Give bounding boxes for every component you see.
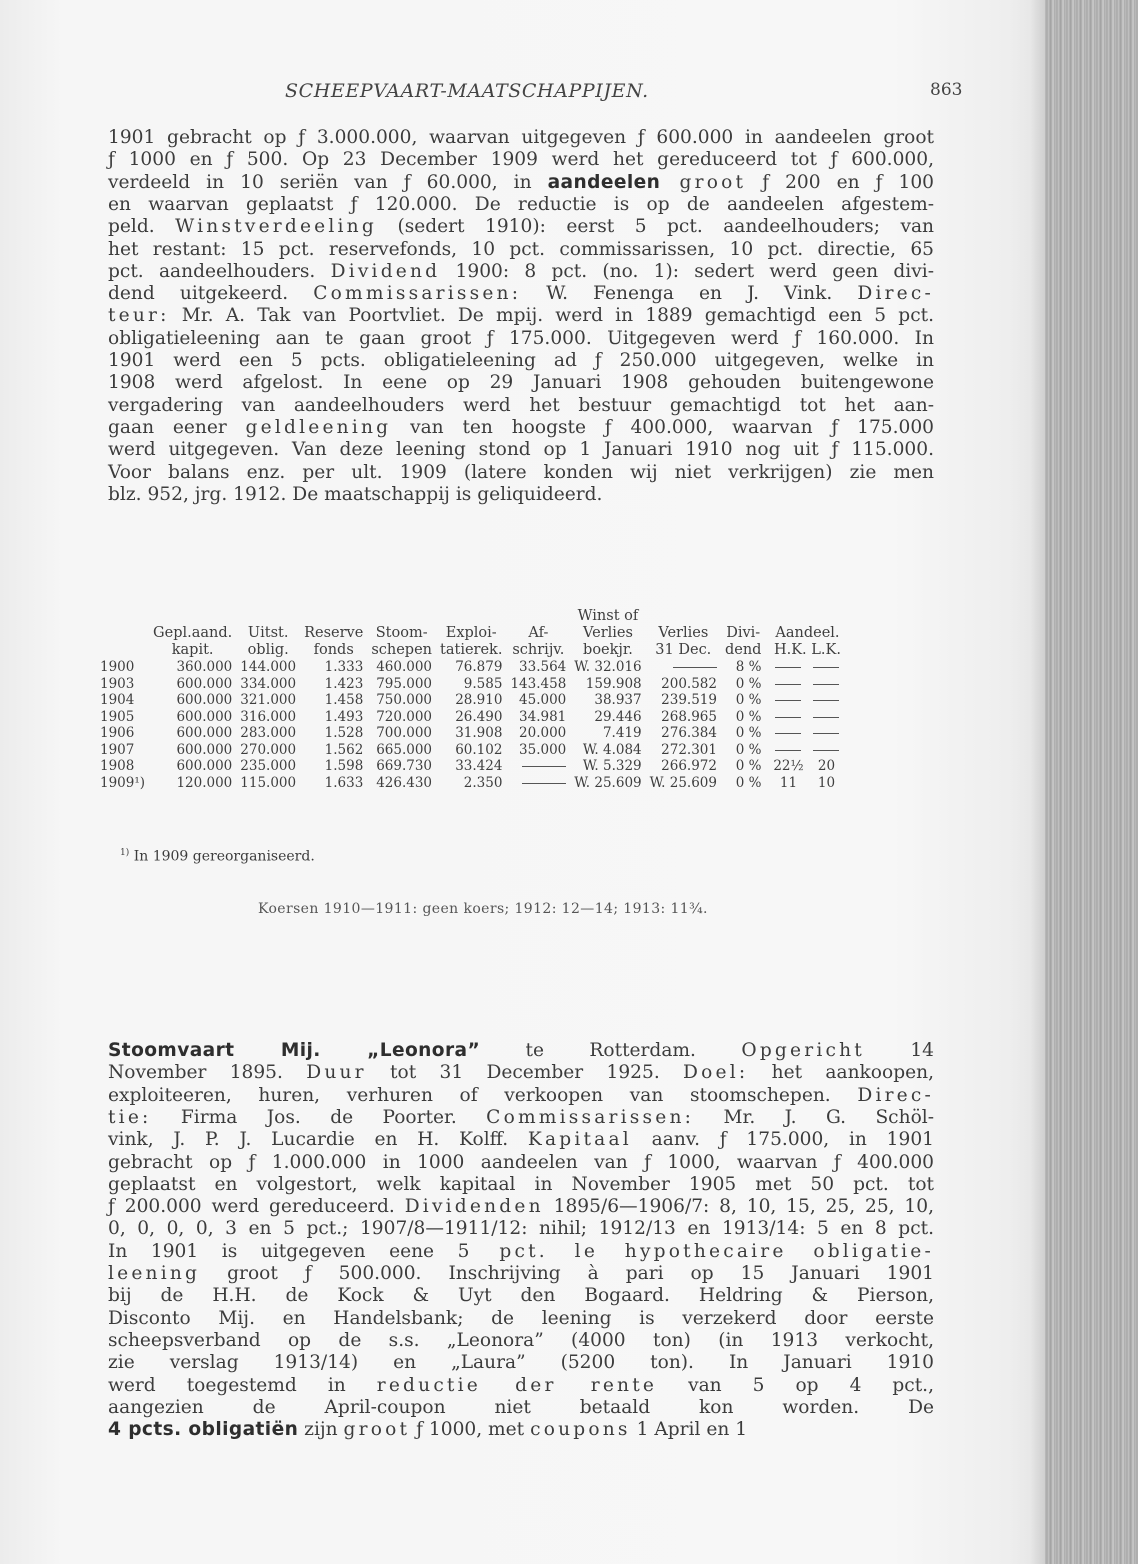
cell-exploit: 26.490 — [455, 708, 503, 725]
cell-hk — [769, 725, 807, 742]
spaced-keyword: reductie der rente — [376, 1374, 658, 1396]
spaced-keyword: Doel: — [683, 1062, 749, 1084]
text-run: gebracht op ƒ 1.000.000 in 1000 aandeelen van ƒ 1000, waarvan ƒ 400.000 — [108, 1151, 934, 1173]
cell-exploit: 9.585 — [463, 675, 503, 692]
spaced-keyword: Opgericht — [741, 1040, 865, 1061]
bold-heading: 4 pcts. obligatiën — [108, 1419, 299, 1441]
text-run: ƒ 1000, met — [410, 1419, 531, 1441]
text-run: werd toegestemd in — [108, 1374, 377, 1396]
cell-winst: W. 4.084 — [582, 741, 642, 758]
column-header — [300, 608, 367, 625]
text-line — [108, 1129, 934, 1151]
text-line — [108, 1352, 934, 1374]
cell-oblig: 283.000 — [240, 725, 297, 741]
cell-year: 1905 — [100, 708, 135, 725]
text-run: Disconto Mij. en Handelsbank; de leening is verzekerd door eerste — [108, 1307, 934, 1329]
text-line — [108, 1330, 934, 1352]
cell-winst: 29.446 — [594, 708, 642, 725]
page-stack-edge — [1045, 0, 1138, 1564]
text-line — [108, 1419, 934, 1441]
text-line — [108, 1263, 934, 1285]
cell-exploit: 28.910 — [455, 692, 503, 708]
column-header: Uitst. — [247, 625, 289, 641]
text-line — [108, 1062, 934, 1084]
text-line — [108, 350, 934, 372]
text-run: (sedert 1910): eerst 5 pct. aandeelhouders; van — [376, 216, 935, 238]
spaced-keyword: groot — [343, 1419, 411, 1441]
cell-exploit: 2.350 — [463, 774, 503, 791]
cell-aandeel — [765, 725, 849, 742]
cell-afschr: 34.981 — [519, 708, 567, 725]
text-run: W. Fenenga en J. Vink. — [521, 283, 858, 305]
financial-table — [100, 608, 849, 791]
cell-div: 0 % — [735, 758, 762, 774]
text-run: Mr. J. G. Schöl- — [694, 1106, 934, 1128]
text-line — [108, 283, 934, 305]
column-header — [100, 608, 149, 625]
cell-oblig: 235.000 — [240, 758, 297, 774]
table-row — [100, 742, 849, 759]
text-run: 1901 werd een 5 pcts. obligatieleening ad ƒ 250.000 uitgegeven, welke in — [108, 350, 934, 371]
text-line — [108, 372, 934, 394]
cell-verlies: 200.582 — [661, 675, 717, 692]
column-header: kapit. — [171, 642, 214, 658]
cell-verlies: 268.965 — [661, 708, 717, 725]
cell-kapit: 120.000 — [176, 774, 233, 791]
cell-schepen: 665.000 — [376, 741, 433, 758]
text-run: Voor balans enz. per ult. 1909 (latere konden wij niet verkrijgen) zie men — [108, 461, 934, 483]
cell-kapit: 600.000 — [176, 692, 233, 708]
cell-afschr: 143.458 — [510, 675, 567, 692]
cell-lk — [807, 692, 845, 709]
cell-year: 1900 — [100, 659, 135, 675]
cell-lk — [807, 742, 845, 759]
column-header — [100, 625, 149, 642]
text-run: exploiteeren, huren, verhuren of verkoopen van stoomschepen. — [108, 1084, 858, 1106]
cell-div: 0 % — [735, 774, 762, 791]
cell-exploit: 33.424 — [455, 758, 503, 774]
share-prices-line: Koersen 1910—1911: geen koers; 1912: 12—14; 1913: 11¾. — [258, 901, 708, 917]
column-header: Winst of — [577, 608, 639, 624]
text-line — [108, 149, 934, 171]
cell-aandeel — [765, 676, 849, 693]
cell-fonds: 1.633 — [324, 774, 364, 791]
text-run: tot 31 December 1925. — [366, 1062, 684, 1084]
cell-div: 0 % — [735, 725, 762, 741]
text-run: November 1895. — [108, 1062, 307, 1084]
text-run: vink, J. P. J. Lucardie en H. Kolff. — [108, 1129, 528, 1151]
column-header: schepen — [371, 642, 433, 658]
spaced-keyword: Direc- — [857, 1084, 934, 1106]
column-header: oblig. — [247, 642, 289, 658]
cell-div: 0 % — [735, 675, 762, 692]
cell-hk — [769, 659, 807, 676]
cell-div: 0 % — [735, 741, 762, 758]
cell-year: 1908 — [100, 758, 135, 774]
text-run: verdeeld in 10 seriën van ƒ 60.000, in — [108, 171, 548, 193]
text-run: In 1901 is uitgegeven eene — [108, 1240, 458, 1262]
column-header — [765, 608, 849, 625]
spaced-keyword: Winstverdeeling — [175, 216, 377, 238]
text-run: ƒ 200.000 werd gereduceerd. — [108, 1196, 405, 1218]
cell-hk — [769, 709, 807, 726]
text-run: geplaatst en volgestort, welk kapitaal in November 1905 met 50 pct. tot — [108, 1173, 934, 1195]
text-run: aanv. ƒ 175.000, in 1901 — [631, 1129, 934, 1151]
text-run: vergadering van aandeelhouders werd het bestuur gemachtigd tot het aan- — [108, 394, 934, 416]
table-row — [100, 676, 849, 693]
cell-hk: 22½ — [773, 758, 804, 774]
footnote-marker: 1) — [120, 848, 130, 858]
table-header-row — [100, 642, 849, 659]
cell-oblig: 316.000 — [240, 708, 297, 725]
text-line — [108, 1375, 934, 1397]
text-line — [108, 1152, 934, 1174]
cell-afschr: 20.000 — [519, 725, 567, 741]
cell-schepen: 795.000 — [376, 675, 433, 692]
cell-aandeel — [765, 709, 849, 726]
column-header: dend — [724, 642, 762, 658]
text-run: Mr. A. Tak van Poortvliet. De mpij. werd in 1889 gemachtigd een 5 pct. — [169, 305, 934, 327]
text-line — [108, 216, 934, 238]
spaced-keyword: Kapitaal — [527, 1129, 632, 1151]
bold-heading: Stoomvaart Mij. „Leonora” — [108, 1040, 481, 1061]
text-run: scheepsverband op de s.s. „Leonora” (4000 ton) (in 1913 verkocht, — [108, 1329, 934, 1351]
spaced-keyword: Dividend — [330, 260, 441, 282]
cell-fonds: 1.423 — [324, 675, 364, 692]
text-run: pct. aandeelhouders. — [108, 260, 331, 282]
column-header: Stoom- — [375, 625, 428, 641]
text-run: ƒ 200 en ƒ 100 — [746, 171, 934, 193]
text-run: 1908 werd afgelost. In eene op 29 Januari 1908 gehouden buitengewone — [108, 372, 934, 394]
spaced-keyword: Commissarissen: — [486, 1106, 695, 1128]
text-line — [108, 1218, 934, 1240]
page-number: 863 — [930, 80, 963, 100]
text-line — [108, 1196, 934, 1218]
cell-fonds: 1.458 — [324, 692, 364, 708]
table-row — [100, 758, 849, 775]
cell-winst: 38.937 — [594, 692, 642, 708]
text-line — [108, 1241, 934, 1263]
spaced-keyword: Duur — [306, 1062, 367, 1084]
cell-afschr: 33.564 — [519, 659, 567, 675]
cell-div: 0 % — [735, 708, 762, 725]
cell-fonds: 1.333 — [324, 659, 364, 675]
cell-aandeel — [765, 775, 849, 792]
text-run: Firma Jos. de Poorter. — [151, 1106, 487, 1128]
spaced-keyword: teur: — [108, 305, 170, 327]
cell-fonds: 1.562 — [324, 741, 364, 758]
text-line — [108, 172, 934, 194]
cell-kapit: 600.000 — [176, 708, 233, 725]
cell-lk — [807, 725, 845, 742]
column-header: tatierek. — [440, 642, 503, 658]
column-header — [646, 608, 721, 625]
table-row — [100, 659, 849, 676]
table-header-row — [100, 608, 849, 625]
text-run: 1895/6—1906/7: 8, 10, 15, 25, 25, 10, — [543, 1196, 934, 1218]
column-header: Verlies — [658, 625, 709, 641]
text-run: aangezien de April-coupon niet betaald kon worden. De — [108, 1396, 934, 1418]
cell-oblig: 321.000 — [240, 692, 297, 708]
text-run: te Rotterdam. — [480, 1040, 742, 1061]
text-line — [108, 239, 934, 261]
cell-fonds: 1.598 — [324, 758, 364, 774]
cell-div: 8 % — [735, 659, 762, 675]
text-run: 0, 0, 0, 0, 3 en 5 pct.; 1907/8—1911/12: nihil; 1912/13 en 1913/14: 5 en 8 pct. — [108, 1218, 934, 1240]
column-header — [100, 642, 149, 659]
text-line — [108, 439, 934, 461]
text-run: zijn — [298, 1419, 344, 1441]
text-run: obligatieleening aan te gaan groot ƒ 175.000. Uitgegeven werd ƒ 160.000. In — [108, 327, 934, 349]
running-title: SCHEEPVAART-MAATSCHAPPIJEN. — [285, 80, 649, 102]
table-row — [100, 692, 849, 709]
column-header: 31 Dec. — [655, 642, 712, 658]
cell-winst: W. 32.016 — [574, 659, 642, 675]
column-header: Aandeel. — [775, 625, 840, 641]
column-header — [149, 608, 236, 625]
cell-aandeel — [765, 692, 849, 709]
table-footnote — [120, 848, 315, 865]
cell-oblig: 270.000 — [240, 741, 297, 758]
text-line — [108, 328, 934, 350]
cell-winst: 7.419 — [602, 725, 642, 741]
cell-schepen: 426.430 — [376, 774, 433, 791]
cell-lk — [807, 676, 845, 693]
table-header-row — [100, 625, 849, 642]
text-line — [108, 1285, 934, 1307]
text-run: gaan eener — [108, 416, 246, 438]
cell-oblig: 144.000 — [240, 659, 297, 675]
cell-exploit: 76.879 — [455, 659, 503, 675]
cell-aandeel — [765, 758, 849, 775]
cell-fonds: 1.528 — [324, 725, 364, 741]
cell-verlies: 239.519 — [661, 692, 717, 708]
text-run: het aankoopen, — [748, 1062, 934, 1084]
cell-year: 1904 — [100, 692, 135, 708]
cell-kapit: 600.000 — [176, 725, 233, 741]
cell-hk — [769, 742, 807, 759]
cell-aandeel — [765, 742, 849, 759]
cell-year: 1903 — [100, 675, 135, 692]
text-line — [108, 261, 934, 283]
text-line — [108, 1397, 934, 1419]
cell-verlies: W. 25.609 — [649, 774, 717, 791]
cell-schepen: 700.000 — [376, 725, 433, 741]
spaced-keyword: coupons — [530, 1419, 631, 1441]
cell-kapit: 600.000 — [176, 675, 233, 692]
column-header: Af- — [528, 625, 549, 641]
table-row — [100, 775, 849, 792]
cell-kapit: 600.000 — [176, 741, 233, 758]
text-run: 1 April en 1 — [630, 1419, 748, 1441]
column-header: Gepl.aand. — [153, 625, 233, 641]
spaced-keyword: tie: — [108, 1106, 152, 1128]
footnote-text: In 1909 gereorganiseerd. — [129, 848, 315, 865]
text-run: 1901 gebracht op ƒ 3.000.000, waarvan uitgegeven ƒ 600.000 in aandeelen groot — [108, 127, 934, 148]
cell-winst: W. 5.329 — [582, 758, 642, 774]
cell-div: 0 % — [735, 692, 762, 708]
spaced-keyword: geldleening — [245, 416, 392, 438]
text-run: bij de H.H. de Kock & Uyt den Bogaard. Heldring & Pierson, — [108, 1285, 934, 1307]
text-line — [108, 1174, 934, 1196]
cell-winst: 159.908 — [585, 675, 642, 692]
cell-fonds: 1.493 — [324, 708, 364, 725]
cell-lk — [807, 709, 845, 726]
column-header — [236, 608, 300, 625]
cell-afschr — [506, 775, 570, 792]
text-line — [108, 395, 934, 417]
cell-schepen: 460.000 — [376, 659, 433, 675]
cell-year: 1909¹) — [100, 774, 146, 791]
column-header: H.K. L.K. — [773, 642, 841, 658]
text-run: 1900: 8 pct. (no. 1): sedert werd geen divi- — [440, 260, 934, 282]
cell-verlies — [646, 659, 721, 676]
text-run: het restant: 15 pct. reservefonds, 10 pct. commissarissen, 10 pct. directie, 65 — [108, 238, 934, 260]
spaced-keyword: Direc- — [857, 283, 934, 305]
spaced-keyword: Dividenden — [404, 1196, 544, 1218]
cell-schepen: 669.730 — [376, 758, 433, 774]
text-run: van 5 op 4 pct., — [657, 1374, 934, 1396]
cell-exploit: 31.908 — [455, 725, 503, 741]
cell-lk — [807, 659, 845, 676]
text-line — [108, 1308, 934, 1330]
text-line — [108, 1040, 934, 1062]
cell-afschr: 45.000 — [519, 692, 567, 708]
cell-hk — [769, 692, 807, 709]
spaced-keyword: 5 pct. le hypothecaire obligatie- — [457, 1240, 934, 1262]
cell-schepen: 750.000 — [376, 692, 433, 708]
text-line — [108, 417, 934, 439]
text-run: groot ƒ 500.000. Inschrijving à pari op 15 Januari 1901 — [200, 1263, 934, 1284]
text-run: dend uitgekeerd. — [108, 283, 314, 305]
cell-verlies: 272.301 — [661, 741, 717, 758]
column-header: schrijv. — [512, 642, 565, 658]
cell-verlies: 266.972 — [661, 758, 717, 774]
text-line — [108, 462, 934, 484]
column-header: Reserve — [304, 625, 364, 641]
cell-lk: 20 — [817, 758, 836, 774]
cell-kapit: 600.000 — [176, 758, 233, 774]
cell-hk — [769, 676, 807, 693]
cell-verlies: 276.384 — [661, 725, 717, 741]
cell-year: 1907 — [100, 741, 135, 758]
cell-kapit: 360.000 — [176, 659, 233, 675]
cell-oblig: 115.000 — [240, 774, 297, 791]
text-run: blz. 952, jrg. 1912. De maatschappij is geliquideerd. — [108, 483, 603, 505]
column-header: Exploi- — [445, 625, 497, 641]
column-header — [367, 608, 436, 625]
text-line — [108, 484, 934, 506]
text-line — [108, 1107, 934, 1129]
table-row — [100, 725, 849, 742]
column-header: Verlies — [582, 625, 633, 641]
text-run: 14 — [864, 1040, 934, 1061]
cell-afschr: 35.000 — [519, 741, 567, 758]
spaced-keyword: leening — [108, 1263, 201, 1284]
cell-winst: W. 25.609 — [574, 774, 642, 791]
cell-oblig: 334.000 — [240, 675, 297, 692]
table-row — [100, 709, 849, 726]
column-header — [436, 608, 506, 625]
column-header: boekjr. — [583, 642, 633, 658]
cell-afschr — [506, 758, 570, 775]
column-header — [721, 608, 765, 625]
text-run: en waarvan geplaatst ƒ 120.000. De reductie is op de aandeelen afgestem- — [108, 193, 934, 215]
cell-schepen: 720.000 — [376, 708, 433, 725]
column-header — [506, 608, 570, 625]
text-line — [108, 305, 934, 327]
text-run: van ten hoogste ƒ 400.000, waarvan ƒ 175.000 — [391, 416, 935, 438]
bold-heading: aandeelen — [547, 171, 661, 193]
cell-year: 1906 — [100, 725, 135, 741]
cell-exploit: 60.102 — [455, 741, 503, 758]
spaced-keyword: groot — [660, 171, 747, 193]
column-header: fonds — [313, 642, 354, 658]
text-line — [108, 127, 934, 149]
cell-hk: 11 — [779, 774, 798, 791]
text-run: werd uitgegeven. Van deze leening stond op 1 Januari 1910 nog uit ƒ 115.000. — [108, 439, 934, 461]
text-line — [108, 194, 934, 216]
text-run: peld. — [108, 216, 176, 238]
text-line — [108, 1085, 934, 1107]
spaced-keyword: Commissarissen: — [313, 283, 522, 305]
column-header: Divi- — [726, 625, 761, 641]
text-run: ƒ 1000 en ƒ 500. Op 23 December 1909 werd het gereduceerd tot ƒ 600.000, — [108, 149, 934, 171]
cell-lk: 10 — [817, 774, 836, 791]
cell-aandeel — [765, 659, 849, 676]
text-run: zie verslag 1913/14) en „Laura” (5200 ton). In Januari 1910 — [108, 1352, 934, 1374]
